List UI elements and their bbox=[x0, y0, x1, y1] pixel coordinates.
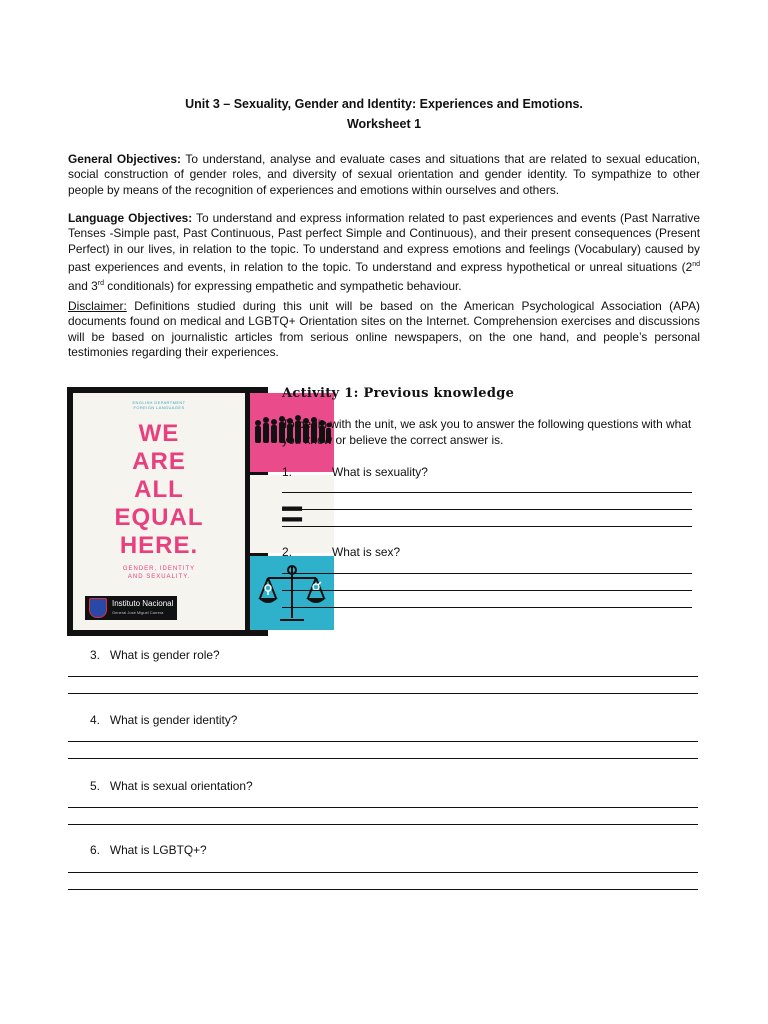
answer-line[interactable] bbox=[68, 889, 698, 890]
answer-line[interactable] bbox=[282, 526, 692, 527]
disclaimer bbox=[68, 299, 700, 361]
disclaimer-label: Disclaimer: bbox=[68, 299, 127, 313]
question-text: What is sexual orientation? bbox=[109, 779, 253, 793]
answer-line[interactable] bbox=[282, 590, 692, 591]
question-item bbox=[282, 545, 400, 559]
general-objectives-label: General Objectives: bbox=[68, 152, 181, 166]
answer-line[interactable] bbox=[282, 573, 692, 574]
worksheet-title: Unit 3 – Sexuality, Gender and Identity: Experiences and Emotions. bbox=[185, 97, 583, 111]
poster-department-text: ENGLISH DEPARTMENT FOREIGN LANGUAGES bbox=[132, 400, 186, 410]
activity-title: Activity 1: Previous knowledge bbox=[282, 386, 515, 401]
general-objectives bbox=[68, 152, 700, 198]
answer-line[interactable] bbox=[68, 676, 698, 677]
language-objectives-text-2: and 3 bbox=[68, 278, 98, 293]
answer-line[interactable] bbox=[68, 872, 698, 873]
question-number: 1. bbox=[282, 465, 292, 479]
question-number: 6. bbox=[90, 843, 100, 857]
question-item bbox=[282, 465, 428, 479]
question-number: 2. bbox=[282, 545, 292, 559]
answer-line[interactable] bbox=[68, 741, 698, 742]
worksheet-subtitle: Worksheet 1 bbox=[346, 117, 422, 131]
poster-subline: GENDER, IDENTITY AND SEXUALITY. bbox=[122, 566, 196, 580]
answer-line[interactable] bbox=[68, 693, 698, 694]
question-text: What is gender role? bbox=[109, 648, 220, 662]
question-item bbox=[90, 843, 207, 857]
shield-icon bbox=[89, 598, 107, 618]
language-objectives-label: Language Objectives: bbox=[68, 211, 193, 225]
poster-image bbox=[67, 387, 304, 636]
activity-intro: To begin with the unit, we ask you to answer the following questions with what you know or believe the correct answer is. bbox=[282, 417, 692, 447]
disclaimer-text: Definitions studied during this unit will be based on the American Psychological Association (APA) documents found on medical and LGBTQ+ Orientation sites on the Internet. Comprehension exercises and discussions will be based on journalistic articles from serious online newspapers, on the one hand, and people’s personal testimonies regarding their experiences. bbox=[68, 299, 700, 360]
answer-line[interactable] bbox=[282, 607, 692, 608]
question-item bbox=[90, 648, 220, 662]
poster-headline: WE ARE ALL EQUAL HERE. bbox=[114, 420, 204, 559]
superscript-nd: nd bbox=[692, 261, 700, 269]
poster-scale-panel bbox=[250, 556, 334, 630]
language-objectives-text-3: conditionals) for expressing empathetic and sympathetic behaviour. bbox=[104, 278, 462, 293]
answer-line[interactable] bbox=[282, 509, 692, 510]
question-text: What is gender identity? bbox=[109, 713, 238, 727]
language-objectives bbox=[68, 211, 700, 294]
question-number: 3. bbox=[90, 648, 100, 662]
question-item bbox=[90, 779, 253, 793]
answer-line[interactable] bbox=[68, 758, 698, 759]
question-text: What is sexuality? bbox=[332, 465, 428, 479]
superscript-rd: rd bbox=[97, 279, 104, 287]
question-text: What is sex? bbox=[332, 545, 401, 559]
poster-equals-panel bbox=[250, 475, 334, 553]
answer-line[interactable] bbox=[68, 807, 698, 808]
poster-left-panel bbox=[73, 393, 245, 630]
answer-line[interactable] bbox=[282, 492, 692, 493]
school-logo bbox=[85, 596, 177, 620]
question-number: 4. bbox=[90, 713, 100, 727]
general-objectives-text: To understand, analyse and evaluate cases and situations that are related to sexual education, social construction of gender roles, and diversity of sexual orientation and gender identity. To sympathize to other people by means of the recognition of experiences and emotions within ourselves and others. bbox=[68, 152, 700, 197]
question-number: 5. bbox=[90, 779, 100, 793]
logo-text: Instituto Nacional bbox=[112, 599, 174, 608]
answer-line[interactable] bbox=[68, 824, 698, 825]
logo-small-text: General José Miguel Carrera bbox=[112, 610, 164, 615]
language-objectives-text-1: To understand and express information related to past experiences and events (Past Narrative Tenses -Simple past, Past Continuous, Past perfect Simple and Continuous), and their present consequences (Present Perfect) in our lives, in relation to the topic. To understand and express emotions and feelings (Vocabulary) caused by past experiences and events, in relation to the topic. To understand and express hypothetical or unreal situations (2 bbox=[68, 211, 700, 275]
balance-scale-icon bbox=[250, 556, 334, 630]
equals-sign: = bbox=[280, 492, 304, 536]
question-text: What is LGBTQ+? bbox=[109, 843, 207, 857]
question-item bbox=[90, 713, 237, 727]
